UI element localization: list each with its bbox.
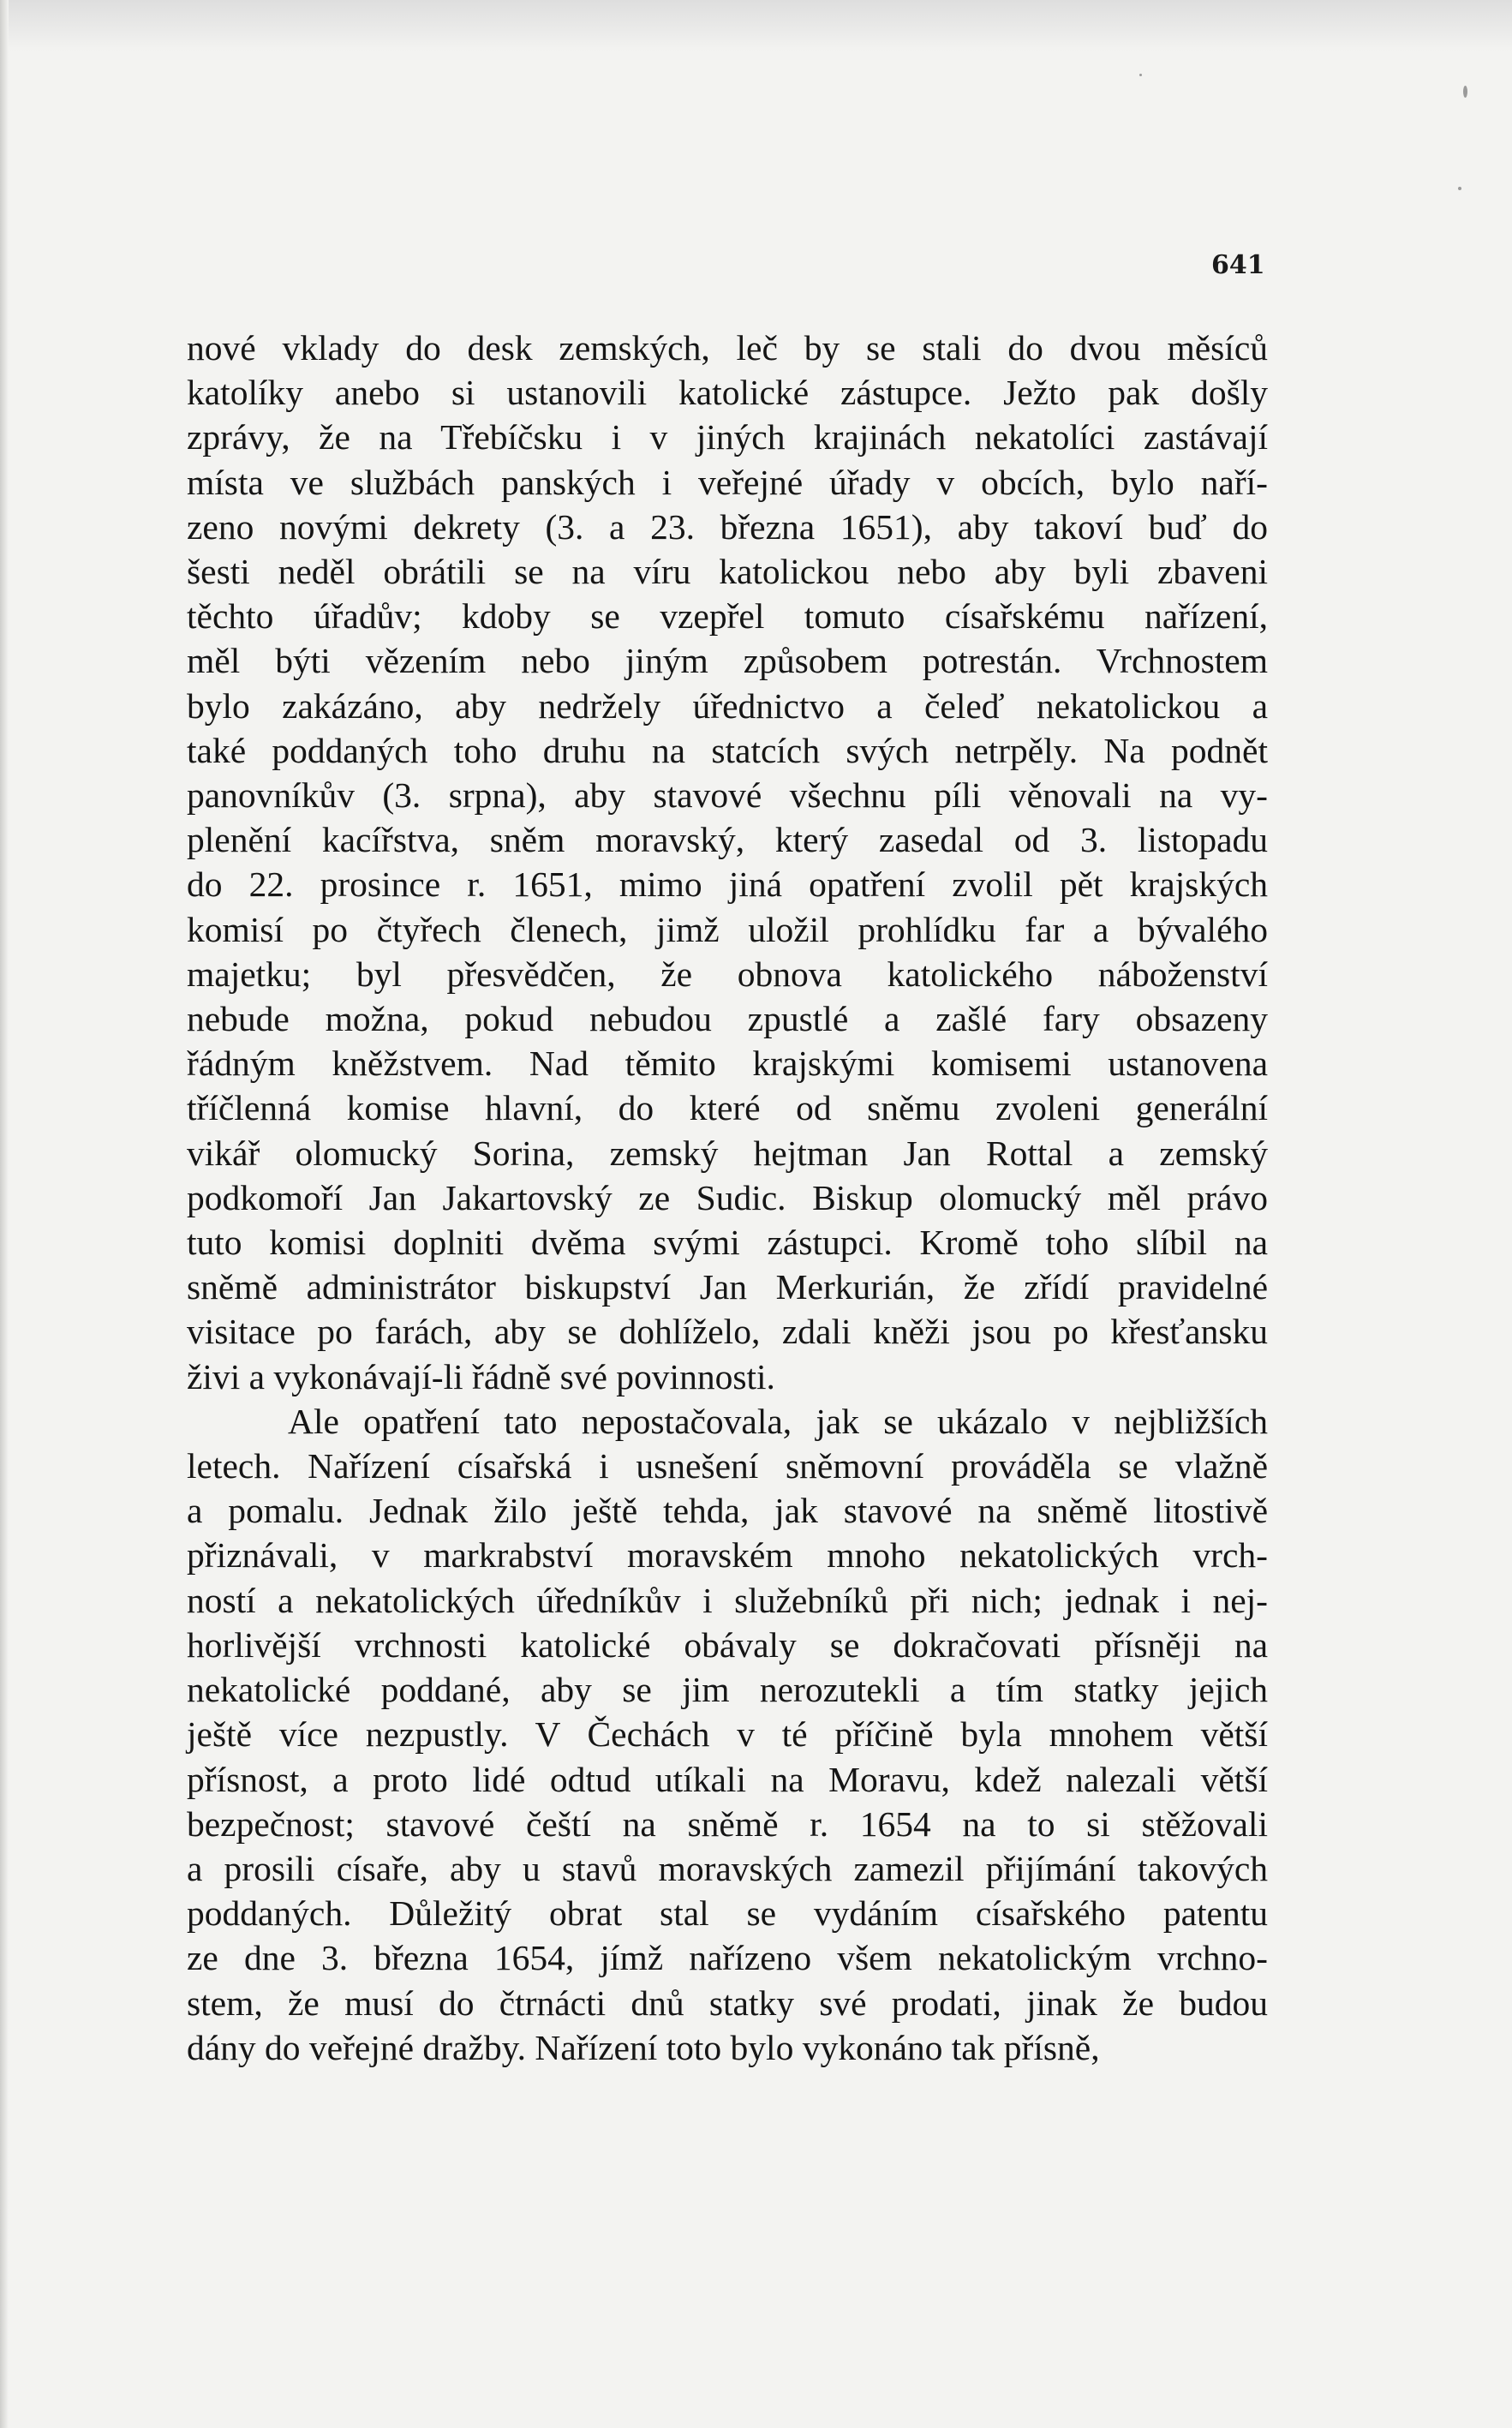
text-line: visitace po farách, aby se dohlíželo, zdali kněži jsou po křesťansku — [187, 1312, 1268, 1352]
text-line: panovníkův (3. srpna), aby stavové všechnu píli věnovali na vy- — [187, 775, 1268, 816]
text-line: majetku; byl přesvědčen, že obnova katolického náboženství — [187, 954, 1268, 994]
text-line: a prosili císaře, aby u stavů moravských zamezil přijímání takových — [187, 1848, 1268, 1888]
text-line: šesti neděl obrátili se na víru katolickou nebo aby byli zbaveni — [187, 552, 1268, 592]
text-line: místa ve službách panských i veřejné úřady v obcích, bylo naří- — [187, 462, 1268, 502]
text-line: Ale opatření tato nepostačovala, jak se ukázalo v nejbližších — [288, 1401, 1268, 1441]
text-line: stem, že musí do čtrnácti dnů statky své prodati, jinak že budou — [187, 1982, 1268, 2023]
text-line: plenění kacířstva, sněm moravský, který zasedal od 3. listopadu — [187, 820, 1268, 860]
text-line: nebude možna, pokud nebudou zpustlé a zašlé fary obsazeny — [187, 999, 1268, 1039]
body-text — [187, 326, 1268, 2070]
text-line: komisí po čtyřech členech, jimž uložil prohlídku far a bývalého — [187, 909, 1268, 949]
text-line: bylo zakázáno, aby nedržely úřednictvo a čeleď nekatolickou a — [187, 685, 1268, 726]
page-number: 641 — [1211, 250, 1265, 280]
text-line: dány do veřejné dražby. Nařízení toto bylo vykonáno tak přísně, — [187, 2027, 1100, 2067]
text-line: podkomoří Jan Jakartovský ze Sudic. Biskup olomucký měl právo — [187, 1177, 1268, 1217]
text-line: zeno novými dekrety (3. a 23. března 1651), aby takoví buď do — [187, 506, 1268, 547]
text-line: nekatolické poddané, aby se jim nerozutekli a tím statky jejich — [187, 1670, 1268, 1710]
text-line: letech. Nařízení císařská i usnešení sněmovní prováděla se vlažně — [187, 1446, 1268, 1486]
dust-speck — [1458, 187, 1461, 190]
text-line: horlivější vrchnosti katolické obávaly se dokračovati přísněji na — [187, 1624, 1268, 1665]
text-line: tříčlenná komise hlavní, do které od sněmu zvoleni generální — [187, 1088, 1268, 1128]
text-line: tuto komisi doplniti dvěma svými zástupci. Kromě toho slíbil na — [187, 1223, 1268, 1263]
text-line: řádným kněžstvem. Nad těmito krajskými komisemi ustanovena — [187, 1044, 1268, 1084]
text-line: přiznávali, v markrabství moravském mnoho nekatolických vrch- — [187, 1535, 1268, 1576]
paragraph — [187, 1399, 1268, 2070]
text-line: ještě více nezpustly. V Čechách v té příčině byla mnohem větší — [187, 1714, 1268, 1755]
text-line: těchto úřadův; kdoby se vzepřel tomuto císařskému nařízení, — [187, 596, 1268, 637]
text-line: přísnost, a proto lidé odtud utíkali na Moravu, kdež nalezali větší — [187, 1759, 1268, 1799]
dust-speck — [1139, 74, 1142, 76]
text-line: ze dne 3. března 1654, jímž nařízeno všem nekatolickým vrchno- — [187, 1938, 1268, 1978]
text-line: ností a nekatolických úředníkův i služebníků při nich; jednak i nej- — [187, 1580, 1268, 1620]
scan-shadow-top — [0, 0, 1512, 51]
text-line: poddaných. Důležitý obrat stal se vydáním císařského patentu — [187, 1893, 1268, 1934]
text-line: měl býti vězením nebo jiným způsobem potrestán. Vrchnostem — [187, 641, 1268, 681]
text-line: a pomalu. Jednak žilo ještě tehda, jak stavové na sněmě litostivě — [187, 1491, 1268, 1531]
text-line: sněmě administrátor biskupství Jan Merkurián, že zřídí pravidelné — [187, 1267, 1268, 1307]
text-line: katolíky anebo si ustanovili katolické zástupce. Ježto pak došly — [187, 373, 1268, 413]
text-line: také poddaných toho druhu na statcích svých netrpěly. Na podnět — [187, 730, 1268, 770]
text-line: do 22. prosince r. 1651, mimo jiná opatření zvolil pět krajských — [187, 864, 1268, 905]
scan-shadow-left — [0, 0, 9, 2428]
paragraph — [187, 326, 1268, 1399]
text-line: živi a vykonávají-li řádně své povinnosti. — [187, 1356, 775, 1396]
text-line: vikář olomucký Sorina, zemský hejtman Jan Rottal a zemský — [187, 1133, 1268, 1173]
text-line: bezpečnost; stavové čeští na sněmě r. 1654 na to si stěžovali — [187, 1803, 1268, 1844]
text-line: zprávy, že na Třebíčsku i v jiných krajinách nekatolíci zastávají — [187, 417, 1268, 457]
dust-speck — [1463, 86, 1467, 98]
text-line: nové vklady do desk zemských, leč by se stali do dvou měsíců — [187, 328, 1268, 368]
